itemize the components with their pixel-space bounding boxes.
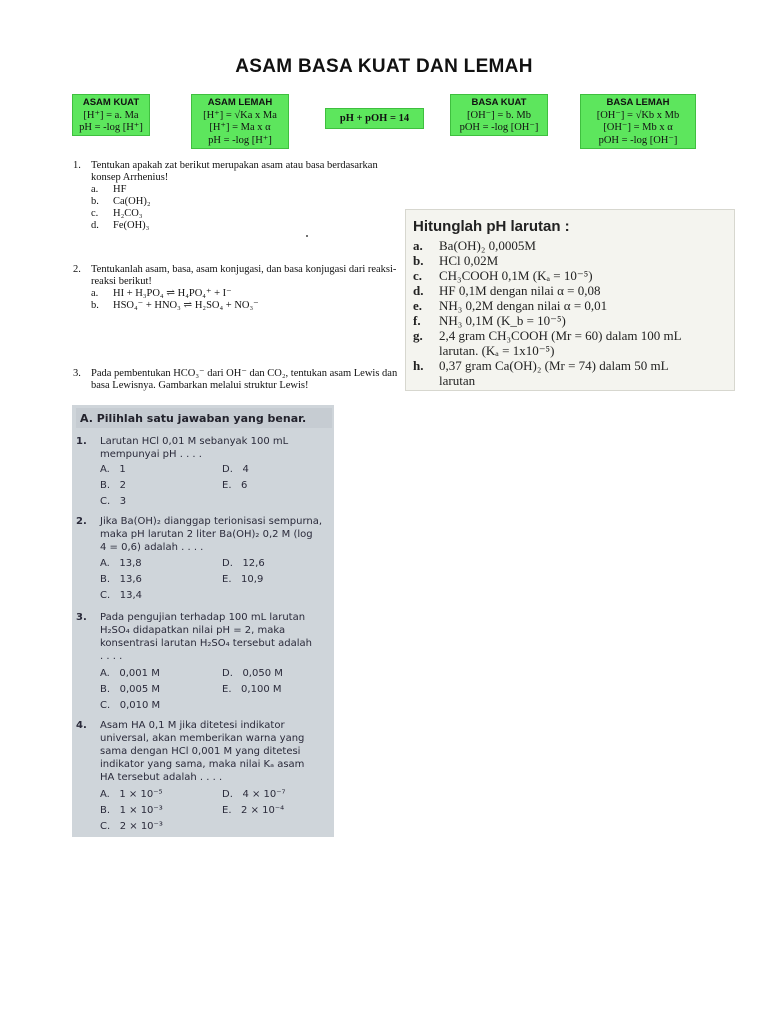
- hitung-item-h: h. 0,37 gram Ca(OH)₂ (Mr = 74) dalam 50 mL: [413, 358, 669, 373]
- question-2: [73, 264, 403, 314]
- photo-q4-option-d: D. 4 × 10⁻⁷: [222, 789, 286, 800]
- stray-dot: [306, 235, 308, 237]
- photo-q4-option-e: E. 2 × 10⁻⁴: [222, 805, 285, 816]
- question-1: [73, 160, 403, 240]
- question-number: 3.: [73, 368, 81, 379]
- hitung-item-g-cont: larutan. (Kₐ = 1x10⁻⁵): [439, 343, 555, 358]
- option-c: c. H₂CO₃: [91, 208, 143, 219]
- photo-q4-number: 4.: [76, 720, 87, 731]
- basa-lemah-heading: BASA LEMAH: [606, 97, 670, 108]
- photo-q3-option-d: D. 0,050 M: [222, 668, 283, 679]
- photo-q4-line-2: universal, akan memberikan warna yang: [100, 733, 305, 744]
- hitung-item-b: b. HCl 0,02M: [413, 253, 499, 268]
- photo-q2-line-2: maka pH larutan 2 liter Ba(OH)₂ 0,2 M (log: [100, 529, 313, 540]
- photo-q4-option-c: C. 2 × 10⁻³: [100, 821, 163, 832]
- photo-q1-option-c: C. 3: [100, 496, 127, 507]
- photo-q2-option-e: E. 10,9: [222, 574, 264, 585]
- photo-q2-line-1: Jika Ba(OH)₂ dianggap terionisasi sempurna,: [100, 516, 323, 527]
- option-b: b. Ca(OH)₂: [91, 196, 151, 207]
- asam-lemah-box: [191, 94, 289, 149]
- question-text: Pada pembentukan HCO₃⁻ dari OH⁻ dan CO₂, tentukan asam Lewis dan basa Lewisnya. Gambarkan melalui struktur Lewis!: [91, 368, 398, 391]
- photo-q1-line-1: Larutan HCl 0,01 M sebanyak 100 mL: [100, 436, 289, 447]
- hitung-item-f: f. NH₃ 0,1M (K_b = 10⁻⁵): [413, 313, 566, 328]
- photo-q4-line-4: indikator yang sama, maka nilai Kₐ asam: [100, 759, 305, 770]
- asam-lemah-formula-2: [H⁺] = Ma x α: [209, 122, 271, 133]
- question-3: [73, 368, 403, 398]
- photo-q3-line-3: konsentrasi larutan H₂SO₄ tersebut adalah: [100, 638, 312, 649]
- hitung-item-a: a. Ba(OH)₂ 0,0005M: [413, 238, 536, 253]
- question-text: Tentukan apakah zat berikut merupakan asam atau basa berdasarkan konsep Arrhenius!: [91, 160, 378, 183]
- photo-q1-option-d: D. 4: [222, 464, 249, 475]
- photo-q3-line-2: H₂SO₄ didapatkan nilai pH = 2, maka: [100, 625, 286, 636]
- basa-lemah-formula-1: [OH⁻] = √Kb x Mb: [596, 109, 680, 121]
- hitung-item-d: d. HF 0,1M dengan nilai α = 0,08: [413, 283, 601, 298]
- asam-kuat-formula-1: [H⁺] = a. Ma: [83, 109, 139, 121]
- ph-poh-box: [325, 108, 424, 129]
- asam-lemah-formula-3: pH = -log [H⁺]: [208, 134, 272, 146]
- photo-q3-number: 3.: [76, 612, 87, 623]
- basa-kuat-heading: BASA KUAT: [471, 97, 527, 108]
- hitung-item-c: c. CH₃COOH 0,1M (Kₐ = 10⁻⁵): [413, 268, 593, 283]
- photo-q2-number: 2.: [76, 516, 87, 527]
- basa-lemah-formula-2: [OH⁻] = Mb x α: [603, 122, 673, 133]
- hitung-item-g: g. 2,4 gram CH₃COOH (Mr = 60) dalam 100 mL: [413, 328, 682, 343]
- photo-q1-number: 1.: [76, 436, 87, 447]
- asam-kuat-box: [72, 94, 150, 136]
- option-a: a. HI + H₃PO₄ ⇌ H₄PO₄⁺ + I⁻: [91, 288, 232, 299]
- photo-q4-line-5: HA tersebut adalah . . . .: [100, 772, 223, 783]
- photo-q3-line-4: . . . .: [100, 651, 123, 662]
- photo-q4-line-1: Asam HA 0,1 M jika ditetesi indikator: [100, 720, 285, 731]
- photo-q2-line-3: 4 = 0,6) adalah . . . .: [100, 542, 204, 553]
- asam-lemah-heading: ASAM LEMAH: [207, 97, 273, 108]
- basa-lemah-formula-3: pOH = -log [OH⁻]: [598, 134, 678, 146]
- photo-q3-option-c: C. 0,010 M: [100, 700, 161, 711]
- photo-q1-option-a: A. 1: [100, 464, 126, 475]
- option-b: b. HSO₄⁻ + HNO₃ ⇌ H₂SO₄ + NO₃⁻: [91, 300, 259, 311]
- asam-kuat-heading: ASAM KUAT: [82, 97, 140, 108]
- photo-header: A. Pilihlah satu jawaban yang benar.: [80, 412, 307, 425]
- question-number: 2.: [73, 264, 81, 275]
- asam-kuat-formula-2: pH = -log [H⁺]: [79, 122, 143, 133]
- photo-q2-option-d: D. 12,6: [222, 558, 265, 569]
- photo-q3-option-e: E. 0,100 M: [222, 684, 282, 695]
- page-title: ASAM BASA KUAT DAN LEMAH: [235, 56, 533, 77]
- photo-q4-line-3: sama dengan HCl 0,001 M yang ditetesi: [100, 746, 301, 757]
- hitung-item-e: e. NH₃ 0,2M dengan nilai α = 0,01: [413, 298, 608, 313]
- asam-lemah-formula-1: [H⁺] = √Ka x Ma: [203, 109, 277, 121]
- basa-lemah-box: [580, 94, 696, 149]
- basa-kuat-box: [450, 94, 548, 136]
- photo-q3-option-a: A. 0,001 M: [100, 668, 160, 679]
- photo-q4-option-a: A. 1 × 10⁻⁵: [100, 789, 163, 800]
- photo-q4-option-b: B. 1 × 10⁻³: [100, 805, 163, 816]
- option-d: d. Fe(OH)₃: [91, 220, 150, 231]
- ph-poh-formula: pH + pOH = 14: [339, 113, 410, 124]
- basa-kuat-formula-1: [OH⁻] = b. Mb: [467, 109, 531, 121]
- hitung-title: Hitunglah pH larutan :: [413, 218, 570, 235]
- hitung-ph-panel: [405, 209, 735, 391]
- multiple-choice-photo: [72, 405, 334, 837]
- photo-q2-option-c: C. 13,4: [100, 590, 142, 601]
- question-number: 1.: [73, 160, 81, 171]
- option-a: a. HF: [91, 184, 127, 195]
- photo-q3-option-b: B. 0,005 M: [100, 684, 161, 695]
- photo-q1-option-e: E. 6: [222, 480, 248, 491]
- basa-kuat-formula-2: pOH = -log [OH⁻]: [459, 122, 539, 133]
- photo-q2-option-a: A. 13,8: [100, 558, 142, 569]
- photo-q1-option-b: B. 2: [100, 480, 126, 491]
- hitung-item-h-cont: larutan: [439, 373, 476, 388]
- question-text: Tentukanlah asam, basa, asam konjugasi, dan basa konjugasi dari reaksi-reaksi berikut!: [91, 264, 397, 287]
- photo-q3-line-1: Pada pengujian terhadap 100 mL larutan: [100, 612, 306, 623]
- photo-q2-option-b: B. 13,6: [100, 574, 142, 585]
- photo-q1-line-2: mempunyai pH . . . .: [100, 449, 202, 460]
